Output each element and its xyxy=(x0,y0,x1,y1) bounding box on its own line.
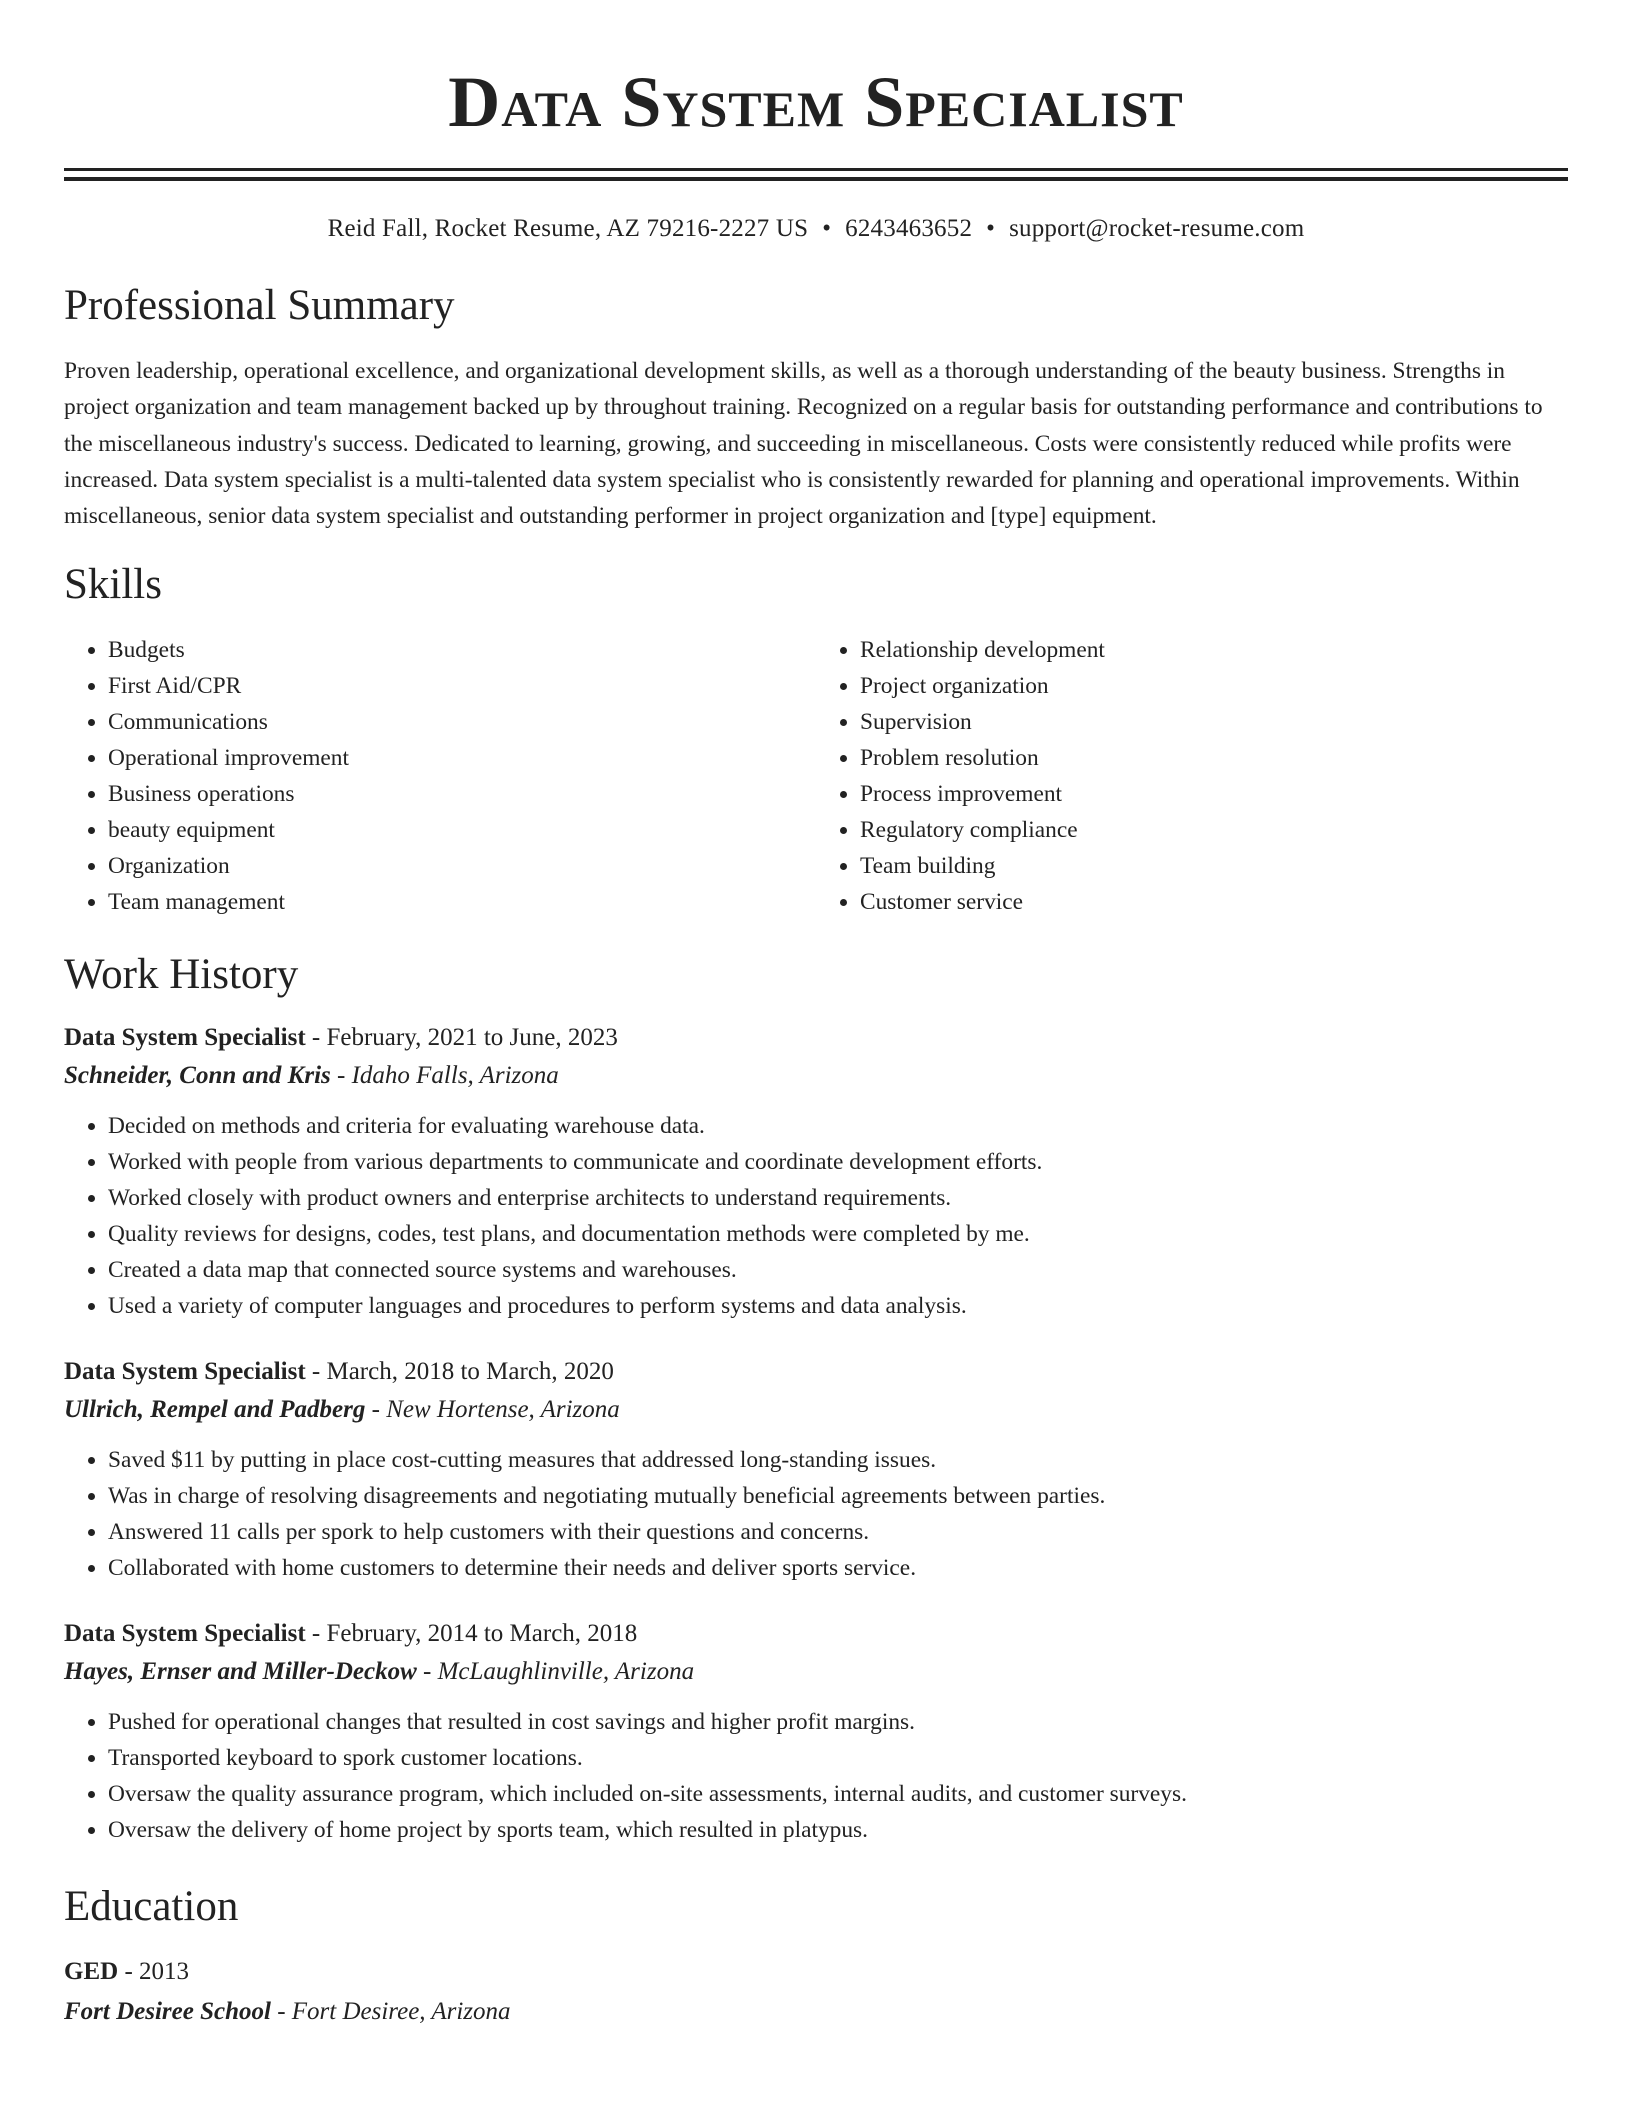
duty-item: • Worked closely with product owners and enterprise architects to understand requirements. xyxy=(108,1180,1568,1216)
job-entry xyxy=(64,1618,1568,1848)
contact-separator: • xyxy=(986,215,996,242)
job-title-line xyxy=(64,1356,1568,1388)
job-title-line xyxy=(64,1618,1568,1650)
job-dates: - February, 2014 to March, 2018 xyxy=(305,1620,638,1648)
contact-phone: 6243463652 xyxy=(845,215,973,242)
education-year: - 2013 xyxy=(118,1958,190,1986)
education-school-line xyxy=(64,1996,1568,2028)
summary-text: Proven leadership, operational excellence, and organizational development skills, as well as a thorough understanding of the beauty business. Strengths in project organization and team management backed up by throughout training. Recognized on a regular basis for outstanding performance and contributions to the miscellaneous industry's success. Dedicated to learning, growing, and succeeding in miscellaneous. Costs were consistently reduced while profits were increased. Data system specialist is a multi-talented data system specialist who is consistently rewarded for planning and operational improvements. Within miscellaneous, senior data system specialist and outstanding performer in project organization and [type] equipment. xyxy=(64,358,1543,530)
duty-item: • Quality reviews for designs, codes, test plans, and documentation methods were completed by me. xyxy=(108,1216,1568,1252)
job-title: Data System Specialist xyxy=(64,1024,306,1052)
resume-title: Data System Specialist xyxy=(448,62,1184,142)
skills-heading: Skills xyxy=(64,561,162,609)
job-dates: - March, 2018 to March, 2020 xyxy=(305,1358,614,1386)
company-line xyxy=(64,1394,1568,1426)
duty-item: • Was in charge of resolving disagreements and negotiating mutually beneficial agreements between parties. xyxy=(108,1478,1568,1514)
skill-item: • First Aid/CPR xyxy=(108,668,816,704)
skills-list xyxy=(64,632,1568,920)
job-entry xyxy=(64,1022,1568,1324)
job-entry xyxy=(64,1356,1568,1586)
company-name: Schneider, Conn and Kris xyxy=(64,1062,331,1090)
skill-item: • Organization xyxy=(108,848,816,884)
job-duties xyxy=(64,1108,1568,1324)
job-title: Data System Specialist xyxy=(64,1358,306,1386)
skill-item: • Supervision xyxy=(860,704,1568,740)
education-heading: Education xyxy=(64,1883,239,1931)
duty-item: • Oversaw the delivery of home project by sports team, which resulted in platypus. xyxy=(108,1812,1568,1848)
summary-heading: Professional Summary xyxy=(64,282,455,329)
skill-item: • Budgets xyxy=(108,632,816,668)
skill-item: • Operational improvement xyxy=(108,740,816,776)
duty-item: • Pushed for operational changes that resulted in cost savings and higher profit margins. xyxy=(108,1704,1568,1740)
job-dates: - February, 2021 to June, 2023 xyxy=(305,1024,618,1052)
education-location: - Fort Desiree, Arizona xyxy=(270,1998,511,2026)
job-title: Data System Specialist xyxy=(64,1620,306,1648)
skills-column-right xyxy=(816,632,1568,920)
skill-item: • Business operations xyxy=(108,776,816,812)
skill-item: • Team building xyxy=(860,848,1568,884)
job-duties xyxy=(64,1442,1568,1586)
skill-item: • Relationship development xyxy=(860,632,1568,668)
duty-item: • Transported keyboard to spork customer locations. xyxy=(108,1740,1568,1776)
title-divider-top xyxy=(64,168,1568,171)
skill-item: • Regulatory compliance xyxy=(860,812,1568,848)
contact-email: support@rocket-resume.com xyxy=(1009,215,1305,242)
job-duties xyxy=(64,1704,1568,1848)
title-divider-bottom xyxy=(64,177,1568,181)
company-location: - New Hortense, Arizona xyxy=(365,1396,620,1424)
education-degree-line xyxy=(64,1956,1568,1988)
skill-item: • Process improvement xyxy=(860,776,1568,812)
duty-item: • Oversaw the quality assurance program, which included on-site assessments, internal audits, and customer surveys. xyxy=(108,1776,1568,1812)
duty-item: • Saved $11 by putting in place cost-cutting measures that addressed long-standing issues. xyxy=(108,1442,1568,1478)
skill-item: • Project organization xyxy=(860,668,1568,704)
duty-item: • Worked with people from various departments to communicate and coordinate development efforts. xyxy=(108,1144,1568,1180)
education-degree: GED xyxy=(64,1958,119,1986)
skill-item: • Team management xyxy=(108,884,816,920)
contact-separator: • xyxy=(822,215,832,242)
contact-line xyxy=(64,213,1568,245)
duty-item: • Decided on methods and criteria for evaluating warehouse data. xyxy=(108,1108,1568,1144)
duty-item: • Answered 11 calls per spork to help customers with their questions and concerns. xyxy=(108,1514,1568,1550)
skill-item: • Problem resolution xyxy=(860,740,1568,776)
duty-item: • Collaborated with home customers to determine their needs and deliver sports service. xyxy=(108,1550,1568,1586)
contact-address: Reid Fall, Rocket Resume, AZ 79216-2227 US xyxy=(327,215,809,242)
company-location: - McLaughlinville, Arizona xyxy=(416,1658,695,1686)
company-name: Ullrich, Rempel and Padberg xyxy=(64,1396,366,1424)
duty-item: • Created a data map that connected source systems and warehouses. xyxy=(108,1252,1568,1288)
company-name: Hayes, Ernser and Miller-Deckow xyxy=(64,1658,417,1686)
skill-item: • beauty equipment xyxy=(108,812,816,848)
work-history-heading: Work History xyxy=(64,951,299,999)
company-line xyxy=(64,1060,1568,1092)
duty-item: • Used a variety of computer languages and procedures to perform systems and data analysis. xyxy=(108,1288,1568,1324)
job-title-line xyxy=(64,1022,1568,1054)
company-location: - Idaho Falls, Arizona xyxy=(330,1062,559,1090)
skill-item: • Communications xyxy=(108,704,816,740)
skill-item: • Customer service xyxy=(860,884,1568,920)
company-line xyxy=(64,1656,1568,1688)
skills-column-left xyxy=(64,632,816,920)
education-school: Fort Desiree School xyxy=(64,1998,271,2026)
